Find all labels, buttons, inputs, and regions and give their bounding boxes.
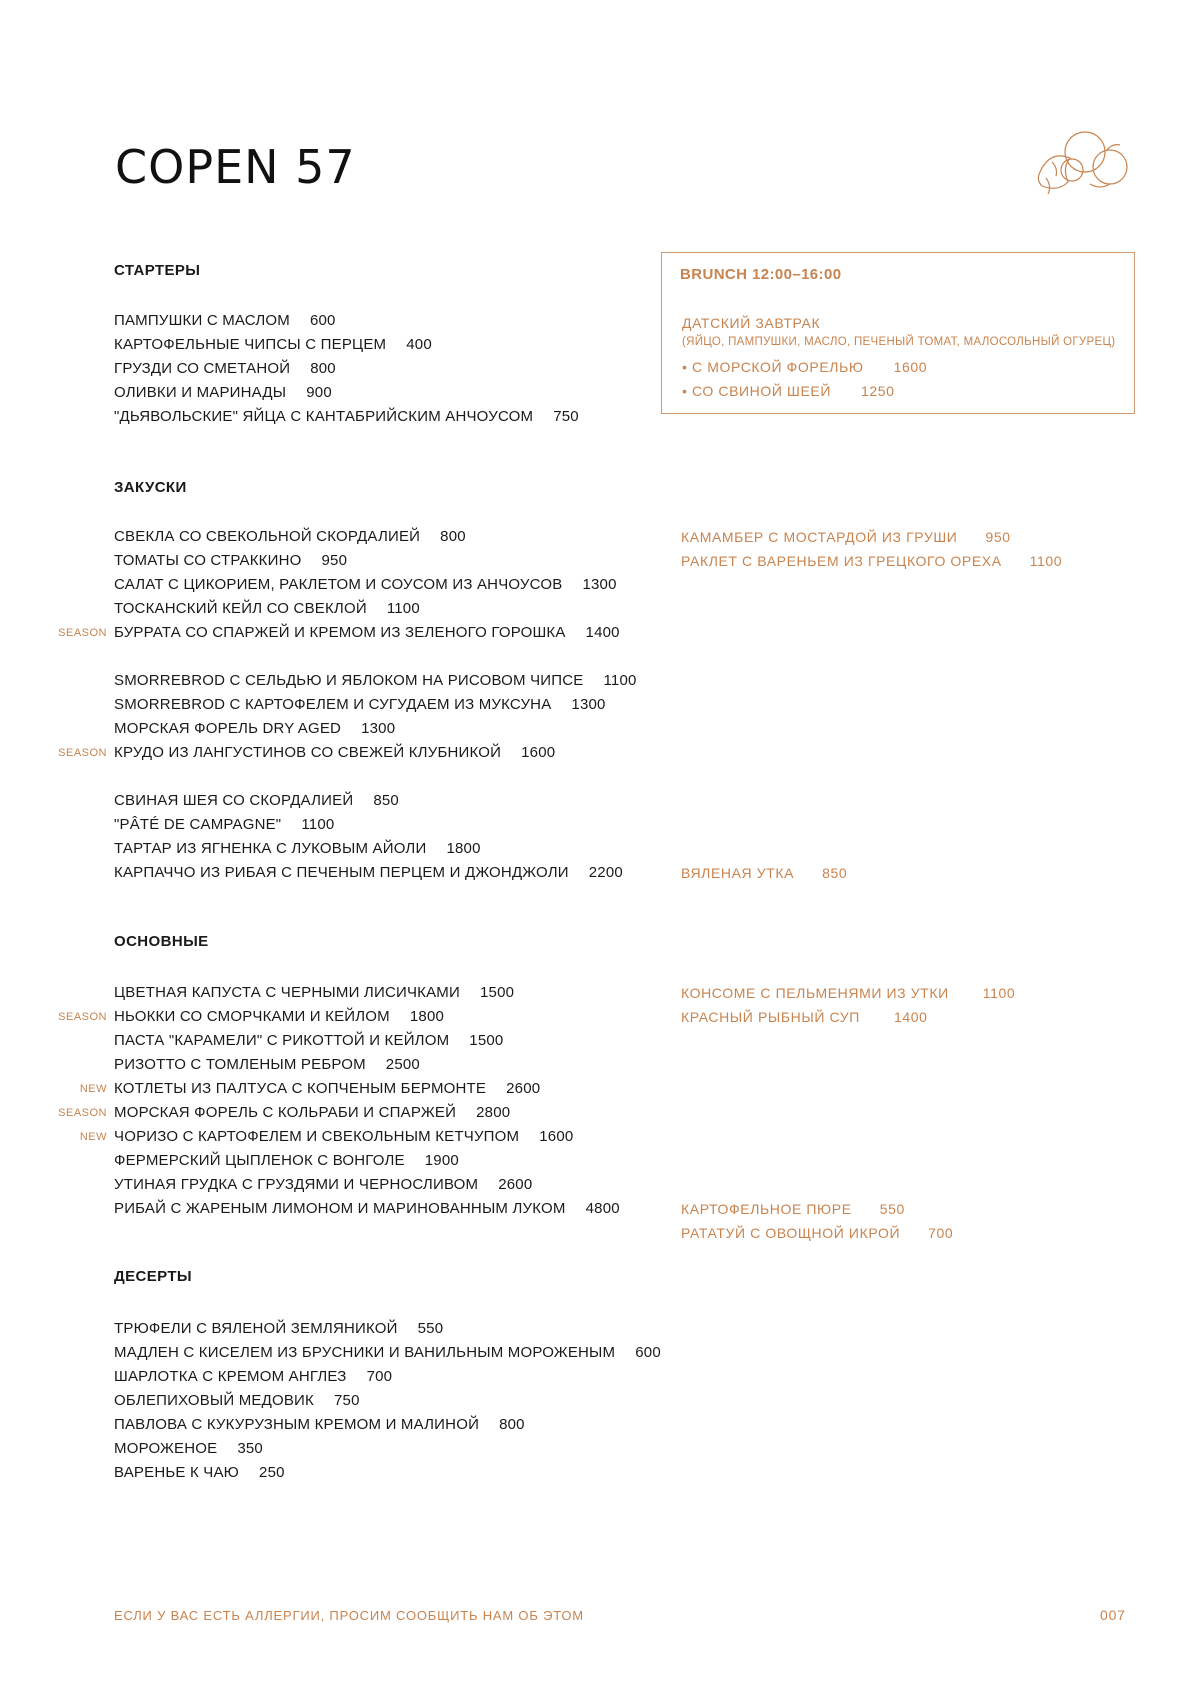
list-item: SEASON БУРРАТА СО СПАРЖЕЙ И КРЕМОМ ИЗ ЗЕЛЕНОГО ГОРОШКА 1400: [114, 621, 637, 645]
starters-list: [114, 309, 579, 429]
list-item: ТРЮФЕЛИ С ВЯЛЕНОЙ ЗЕМЛЯНИКОЙ 550: [114, 1320, 444, 1337]
list-item: МОРОЖЕНОЕ 350: [114, 1440, 263, 1457]
page-number: 007: [1100, 1607, 1126, 1623]
snacks-side-list-bottom: [681, 861, 847, 885]
list-item: ПАВЛОВА С КУКУРУЗНЫМ КРЕМОМ И МАЛИНОЙ 800: [114, 1416, 525, 1433]
section-title-desserts: ДЕСЕРТЫ: [114, 1268, 192, 1285]
list-item: МАДЛЕН С КИСЕЛЕМ ИЗ БРУСНИКИ И ВАНИЛЬНЫМ МОРОЖЕНЫМ 600: [114, 1344, 661, 1361]
list-item: SEASON МОРСКАЯ ФОРЕЛЬ С КОЛЬРАБИ И СПАРЖЕЙ 2800: [114, 1101, 620, 1125]
brunch-dish: ДАТСКИЙ ЗАВТРАК: [682, 315, 821, 331]
list-item: NEW КОТЛЕТЫ ИЗ ПАЛТУСА С КОПЧЕНЫМ БЕРМОНТЕ 2600: [114, 1077, 620, 1101]
list-item: ОБЛЕПИХОВЫЙ МЕДОВИК 750: [114, 1392, 360, 1409]
list-item: • СО СВИНОЙ ШЕЕЙ 1250: [682, 383, 895, 399]
mains-list: [58, 981, 620, 1221]
list-item: ТОМАТЫ СО СТРАККИНО 950: [114, 552, 348, 569]
list-item: УТИНАЯ ГРУДКА С ГРУЗДЯМИ И ЧЕРНОСЛИВОМ 2600: [114, 1176, 533, 1193]
snacks-side-list-top: [681, 525, 1062, 573]
season-tag: SEASON: [58, 747, 107, 759]
list-item: ТАРТАР ИЗ ЯГНЕНКА С ЛУКОВЫМ АЙОЛИ 1800: [114, 840, 481, 857]
list-item: ЦВЕТНАЯ КАПУСТА С ЧЕРНЫМИ ЛИСИЧКАМИ 1500: [114, 984, 515, 1001]
list-item: РИЗОТТО С ТОМЛЕНЫМ РЕБРОМ 2500: [114, 1056, 420, 1073]
list-item: ПАСТА "КАРАМЕЛИ" С РИКОТТОЙ И КЕЙЛОМ 1500: [114, 1032, 504, 1049]
section-title-mains: ОСНОВНЫЕ: [114, 933, 209, 950]
section-title-starters: СТАРТЕРЫ: [114, 262, 201, 279]
allergy-note: ЕСЛИ У ВАС ЕСТЬ АЛЛЕРГИИ, ПРОСИМ СООБЩИТЬ НАМ ОБ ЭТОМ: [114, 1608, 584, 1623]
list-item: ФЕРМЕРСКИЙ ЦЫПЛЕНОК С ВОНГОЛЕ 1900: [114, 1152, 459, 1169]
list-item: • С МОРСКОЙ ФОРЕЛЬЮ 1600: [682, 359, 928, 375]
brunch-description: (ЯЙЦО, ПАМПУШКИ, МАСЛО, ПЕЧЕНЫЙ ТОМАТ, МАЛОСОЛЬНЫЙ ОГУРЕЦ): [682, 336, 1116, 348]
list-item: КРАСНЫЙ РЫБНЫЙ СУП 1400: [681, 1009, 928, 1025]
list-item: "PÂTÉ DE CAMPAGNE" 1100: [114, 816, 335, 833]
list-item: СВИНАЯ ШЕЯ СО СКОРДАЛИЕЙ 850: [114, 792, 399, 809]
list-item: САЛАТ С ЦИКОРИЕМ, РАКЛЕТОМ И СОУСОМ ИЗ АНЧОУСОВ 1300: [114, 576, 617, 593]
list-item: ТОСКАНСКИЙ КЕЙЛ СО СВЕКЛОЙ 1100: [114, 600, 420, 617]
list-item: ПАМПУШКИ С МАСЛОМ 600: [114, 312, 336, 329]
list-item: "ДЬЯВОЛЬСКИЕ" ЯЙЦА С КАНТАБРИЙСКИМ АНЧОУСОМ 750: [114, 408, 579, 425]
list-item: SMORREBROD С КАРТОФЕЛЕМ И СУГУДАЕМ ИЗ МУКСУНА 1300: [114, 696, 606, 713]
list-item: КАРТОФЕЛЬНЫЕ ЧИПСЫ С ПЕРЦЕМ 400: [114, 336, 432, 353]
list-item: КОНСОМЕ С ПЕЛЬМЕНЯМИ ИЗ УТКИ 1100: [681, 985, 1016, 1001]
list-item: SEASON НЬОККИ СО СМОРЧКАМИ И КЕЙЛОМ 1800: [114, 1005, 620, 1029]
season-tag: SEASON: [58, 627, 107, 639]
season-tag: SEASON: [58, 1011, 107, 1023]
brunch-options: [682, 355, 927, 403]
list-item: КАРПАЧЧО ИЗ РИБАЯ С ПЕЧЕНЫМ ПЕРЦЕМ И ДЖОНДЖОЛИ 2200: [114, 864, 623, 881]
mains-side-list-top: [681, 981, 1015, 1029]
list-item: ГРУЗДИ СО СМЕТАНОЙ 800: [114, 360, 336, 377]
brunch-title: BRUNCH 12:00–16:00: [680, 266, 842, 283]
section-title-snacks: ЗАКУСКИ: [114, 479, 187, 496]
list-item: ВЯЛЕНАЯ УТКА 850: [681, 865, 848, 881]
season-tag: SEASON: [58, 1107, 107, 1119]
new-tag: NEW: [79, 1083, 107, 1095]
list-item: СВЕКЛА СО СВЕКОЛЬНОЙ СКОРДАЛИЕЙ 800: [114, 528, 466, 545]
list-item: ВАРЕНЬЕ К ЧАЮ 250: [114, 1464, 285, 1481]
spacer: [114, 645, 637, 669]
brunch-box: [661, 252, 1135, 414]
list-item: РАКЛЕТ С ВАРЕНЬЕМ ИЗ ГРЕЦКОГО ОРЕХА 1100: [681, 553, 1063, 569]
fruit-basket-logo-icon: [1030, 122, 1130, 198]
new-tag: NEW: [79, 1131, 107, 1143]
list-item: КАРТОФЕЛЬНОЕ ПЮРЕ 550: [681, 1201, 905, 1217]
list-item: МОРСКАЯ ФОРЕЛЬ DRY AGED 1300: [114, 720, 396, 737]
restaurant-title: COPEN 57: [115, 140, 356, 194]
mains-side-list-bottom: [681, 1197, 953, 1245]
list-item: SEASON КРУДО ИЗ ЛАНГУСТИНОВ СО СВЕЖЕЙ КЛУБНИКОЙ 1600: [114, 741, 637, 765]
list-item: КАМАМБЕР С МОСТАРДОЙ ИЗ ГРУШИ 950: [681, 529, 1011, 545]
list-item: ШАРЛОТКА С КРЕМОМ АНГЛЕЗ 700: [114, 1368, 393, 1385]
desserts-list: [114, 1317, 661, 1485]
snacks-list: [58, 525, 637, 885]
list-item: NEW ЧОРИЗО С КАРТОФЕЛЕМ И СВЕКОЛЬНЫМ КЕТЧУПОМ 1600: [114, 1125, 620, 1149]
list-item: SMORREBROD С СЕЛЬДЬЮ И ЯБЛОКОМ НА РИСОВОМ ЧИПСЕ 1100: [114, 672, 637, 689]
spacer: [114, 765, 637, 789]
list-item: РАТАТУЙ С ОВОЩНОЙ ИКРОЙ 700: [681, 1225, 954, 1241]
list-item: РИБАЙ С ЖАРЕНЫМ ЛИМОНОМ И МАРИНОВАННЫМ ЛУКОМ 4800: [114, 1200, 620, 1217]
list-item: ОЛИВКИ И МАРИНАДЫ 900: [114, 384, 332, 401]
